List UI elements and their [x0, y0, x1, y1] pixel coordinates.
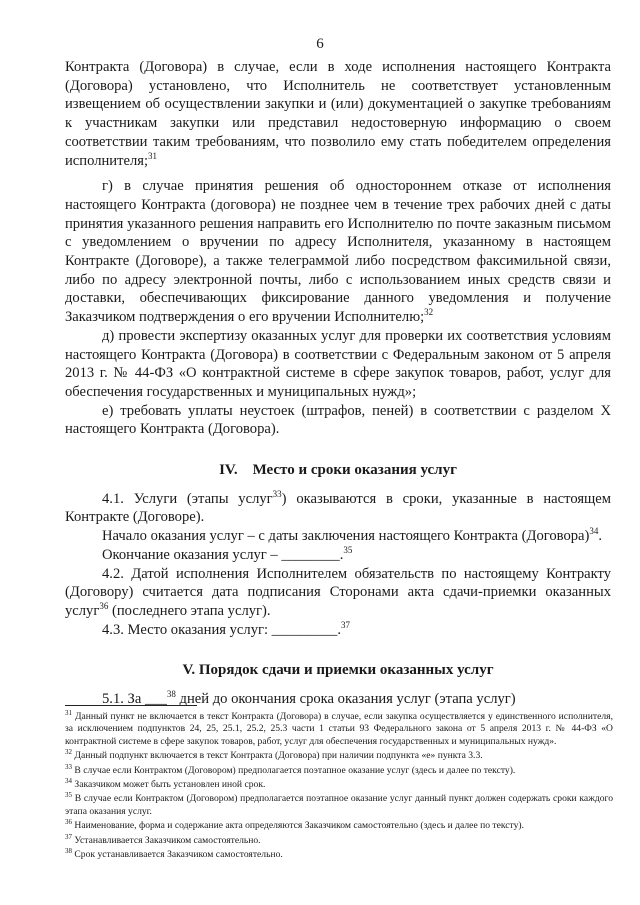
footnote-ref: 36: [99, 601, 109, 612]
footnote: $^{34}$ Заказчиком может быть установлен иной срок.: [65, 776, 266, 791]
footnote: $^{37}$ Устанавливается Заказчиком самостоятельно.: [65, 832, 261, 846]
intro-paragraph: Контракта (Договора) в случае, если в ходе исполнения настоящего Контракта (Договора) установлено, что Исполнитель не соответствует установленным извещением об осуществлении закупки и (или) документацией о закупке требованиям к участникам закупки или представил недостоверную информацию о своем соответствии таким требованиям, что позволило ему стать победителем определения исполнителя;$^{31}$: [65, 59, 611, 169]
footnotes: [65, 708, 613, 863]
item-e: е) требовать уплаты неустоек (штрафов, пеней) в соответствии с разделом X настоящего Контракта (Договора).: [65, 402, 611, 438]
footnote-ref: 34: [589, 526, 599, 537]
footnote: $^{32}$ Данный подпункт включается в текст Контракта (Договора) при наличии подпункта «е» пункта 3.3.: [65, 748, 483, 762]
clause-4-2: 4.2. Датой исполнения Исполнителем обязательств по настоящему Контракту (Договору) считается дата подписания Сторонами акта сдачи-приемки оказанных услуг$^{36}$ (последнего этапа услуг).: [65, 565, 611, 619]
footnote-ref: 32: [424, 307, 434, 318]
section-4-heading: IV. Место и сроки оказания услуг: [219, 462, 457, 479]
clause-4-1-end: Окончание оказания услуг – ________.$^{35}$: [102, 545, 353, 563]
footnote: $^{31}$ Данный пункт не включается в текст Контракта (Договора) в случае, если закупка осуществляется у единственного исполнителя, за исключением подпунктов 24, 25, 25.1, 25.2, 25.3 части 1 статьи 93 Федерального закона от 5 апреля 2013 г. № 44-ФЗ «О контрактной системе в сфере закупок товаров, работ, услуг для обеспечения государственных и муниципальных нужд».: [65, 708, 613, 747]
clause-4-1: 4.1. Услуги (этапы услуг$^{33}$) оказываются в сроки, указанные в настоящем Контракте (Договоре).: [65, 488, 611, 526]
clause-5-1: 5.1. За ___$^{38}$ дней до окончания срока оказания услуг (этапа услуг): [102, 689, 516, 708]
footnote-ref: 37: [341, 619, 351, 630]
footnote: $^{38}$ Срок устанавливается Заказчиком самостоятельно.: [65, 846, 283, 861]
section-5-heading: V. Порядок сдачи и приемки оказанных услуг: [182, 662, 494, 679]
document-body: [65, 58, 611, 709]
footnote-separator: [65, 705, 197, 706]
clause-4-3: 4.3. Место оказания услуг: _________.$^{37}$: [102, 619, 351, 638]
footnote: $^{36}$ Наименование, форма и содержание акта определяются Заказчиком самостоятельно (здесь и далее по тексту).: [65, 818, 525, 832]
item-d: д) провести экспертизу оказанных услуг для проверки их соответствия условиям настоящего Контракта (Договора) в соответствии с Федеральным законом от 5 апреля 2013 г. № 44-ФЗ «О контрактной системе в сфере закупок товаров, работ, услуг для обеспечения государственных и муниципальных нужд»;: [65, 327, 611, 400]
footnote: $^{35}$ В случае если Контрактом (Договором) предполагается поэтапное оказание услуг данный пункт должен содержать сроки каждого этапа оказания услуг.: [65, 791, 613, 817]
footnote-ref: 35: [343, 545, 353, 556]
item-g: г) в случае принятия решения об одностороннем отказе от исполнения настоящего Контракта (договора) не позднее чем в течение трех рабочих дней с даты принятия указанного решения направить его Исполнителю по почте заказным письмом с уведомлением о вручении по адресу Исполнителя, указанному в настоящем Контракте (Договоре), а также телеграммой либо посредством факсимильной связи, либо по адресу электронной почты, либо с использованием иных средств связи и доставки, обеспечивающих фиксирование данного уведомления и получение Заказчиком подтверждения о его вручении Исполнителю;$^{32}$: [65, 178, 611, 326]
page-number: 6: [316, 36, 324, 52]
footnote: $^{33}$ В случае если Контрактом (Договором) предполагается поэтапное оказание услуг (здесь и далее по тексту).: [65, 762, 516, 776]
footnote-ref: 38: [166, 689, 176, 700]
footnote-ref: 33: [272, 488, 282, 499]
footnote-ref: 31: [148, 150, 158, 161]
clause-4-1-start: Начало оказания услуг – с даты заключения настоящего Контракта (Договора)$^{34}$.: [102, 526, 603, 545]
